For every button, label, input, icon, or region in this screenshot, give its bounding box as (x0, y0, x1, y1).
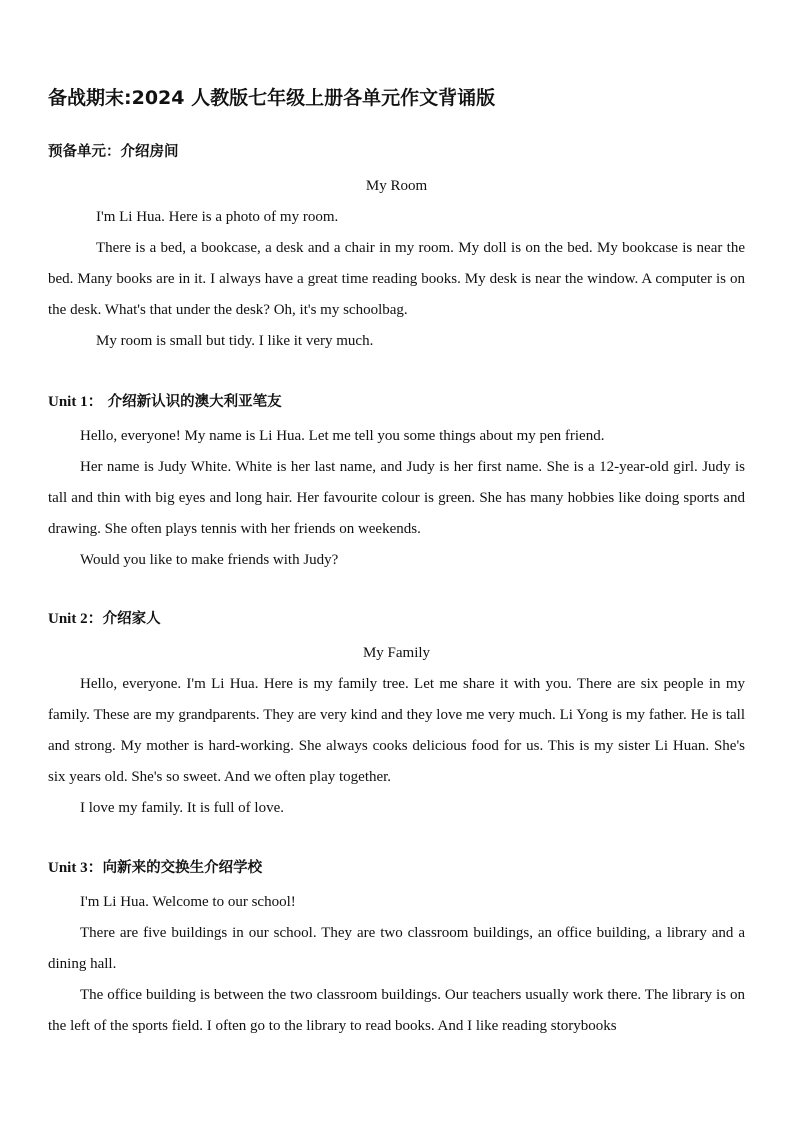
section-heading-unit: Unit 1： (48, 394, 103, 410)
paragraph: There are five buildings in our school. They are two classroom buildings, an office building, a library and a dining hall. (48, 925, 745, 972)
essay-title: My Room (365, 178, 428, 194)
paragraph: Her name is Judy White. White is her last name, and Judy is her first name. She is a 12-year-old girl. Judy is tall and thin with big eyes and long hair. Her favourite colour is green. She has many hobbies like doing sports and drawing. She often plays tennis with her friends on weekends. (48, 459, 745, 537)
paragraph: Hello, everyone! My name is Li Hua. Let me tell you some things about my pen friend. (80, 428, 605, 444)
section-unit-2 (48, 607, 745, 824)
paragraph: Would you like to make friends with Judy? (80, 552, 339, 568)
paragraph: I'm Li Hua. Welcome to our school! (80, 894, 296, 910)
section-heading-text: 向新来的交换生介绍学校 (102, 860, 263, 876)
section-heading: 预备单元：介绍房间 (48, 144, 179, 160)
section-heading (48, 607, 745, 638)
section-heading-text: 介绍家人 (102, 611, 161, 627)
paragraph: The office building is between the two classroom buildings. Our teachers usually work there. The library is on the left of the sports field. I often go to the library to read books. And I like reading storybooks (48, 987, 745, 1034)
paragraph: I'm Li Hua. Here is a photo of my room. (96, 209, 339, 225)
section-heading-text: 介绍新认识的澳大利亚笔友 (102, 394, 282, 410)
section-prep-unit (48, 140, 745, 357)
section-unit-3 (48, 856, 745, 1042)
paragraph: I love my family. It is full of love. (80, 800, 284, 816)
paragraph: There is a bed, a bookcase, a desk and a chair in my room. My doll is on the bed. My bookcase is near the bed. Many books are in it. I always have a great time reading books. My desk is near the window. A computer is on the desk. What's that under the desk? Oh, it's my schoolbag. (48, 240, 745, 318)
section-heading (48, 390, 745, 421)
section-unit-1 (48, 390, 745, 576)
document-title: 备战期末:2024 人教版七年级上册各单元作文背诵版 (48, 87, 496, 109)
paragraph: My room is small but tidy. I like it very much. (96, 333, 374, 349)
section-heading (48, 856, 745, 887)
section-heading-unit: Unit 2： (48, 611, 103, 627)
section-heading-unit: Unit 3： (48, 860, 103, 876)
paragraph: Hello, everyone. I'm Li Hua. Here is my family tree. Let me share it with you. There are six people in my family. These are my grandparents. They are very kind and they love me very much. Li Yong is my father. He is tall and strong. My mother is hard-working. She always cooks delicious food for us. This is my sister Li Huan. She's six years old. She's so sweet. And we often play together. (48, 676, 745, 785)
essay-title: My Family (362, 645, 431, 661)
